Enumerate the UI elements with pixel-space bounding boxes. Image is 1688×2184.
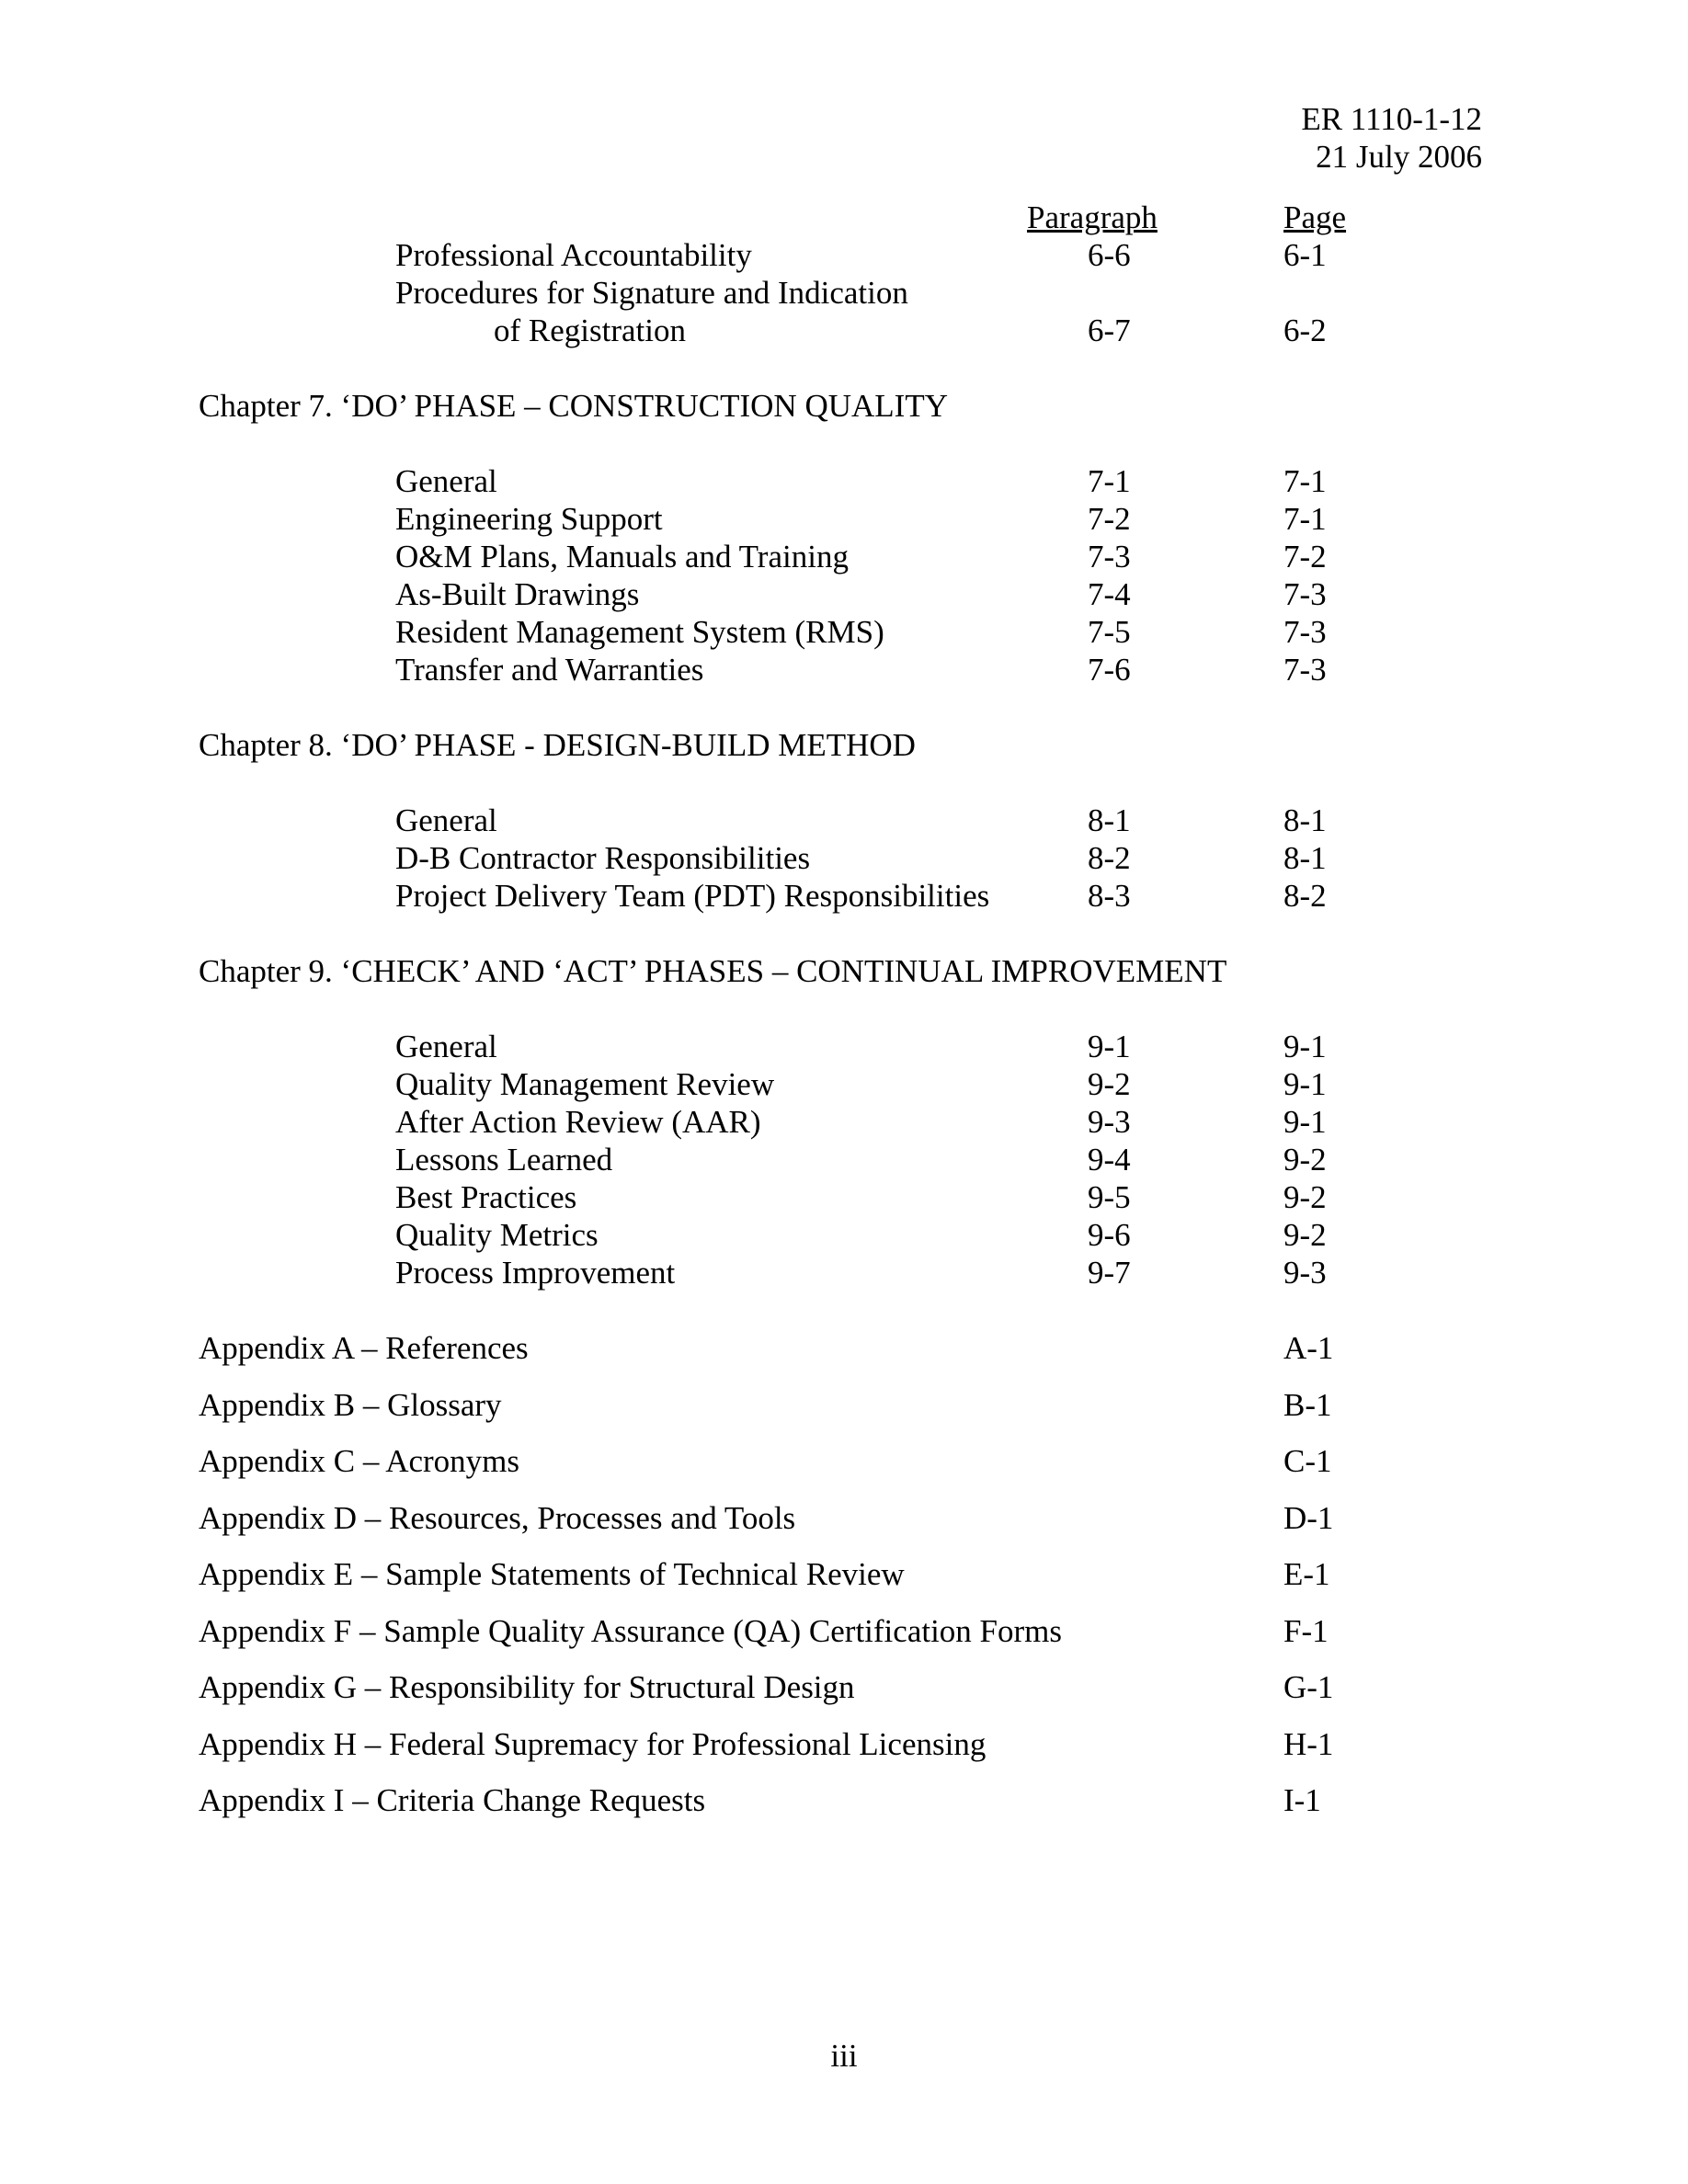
chapter-8-heading: Chapter 8. ‘DO’ PHASE - DESIGN-BUILD METHOD bbox=[199, 727, 916, 763]
entry-paragraph: 7-5 bbox=[1088, 614, 1131, 650]
toc-entry bbox=[0, 1103, 1688, 1141]
entry-page: 7-3 bbox=[1283, 614, 1327, 650]
entry-title: As-Built Drawings bbox=[395, 576, 640, 612]
appendix-entry bbox=[0, 1386, 1688, 1424]
appendix-title: Appendix C – Acronyms bbox=[199, 1443, 520, 1479]
document-number: ER 1110-1-12 bbox=[1301, 101, 1482, 137]
entry-title: General bbox=[395, 1029, 497, 1064]
appendix-entry bbox=[0, 1725, 1688, 1763]
paragraph-column-heading: Paragraph bbox=[1027, 199, 1158, 235]
entry-paragraph: 7-1 bbox=[1088, 463, 1131, 499]
entry-paragraph: 7-2 bbox=[1088, 501, 1131, 537]
entry-paragraph: 7-4 bbox=[1088, 576, 1131, 612]
toc-entry-line1 bbox=[0, 274, 1688, 312]
entry-page: 8-1 bbox=[1283, 840, 1327, 876]
appendix-page: E-1 bbox=[1283, 1556, 1330, 1592]
chapter-7-heading: Chapter 7. ‘DO’ PHASE – CONSTRUCTION QUALITY bbox=[199, 388, 948, 424]
appendix-entry bbox=[0, 1329, 1688, 1367]
appendix-title: Appendix B – Glossary bbox=[199, 1387, 502, 1423]
entry-paragraph: 7-6 bbox=[1088, 652, 1131, 688]
chapter-9-heading: Chapter 9. ‘CHECK’ AND ‘ACT’ PHASES – CONTINUAL IMPROVEMENT bbox=[199, 953, 1227, 989]
appendix-entry bbox=[0, 1612, 1688, 1650]
appendix-page: D-1 bbox=[1283, 1500, 1334, 1536]
toc-entry bbox=[0, 1216, 1688, 1254]
toc-entry bbox=[0, 877, 1688, 915]
toc-entry bbox=[0, 538, 1688, 575]
toc-entry bbox=[0, 839, 1688, 877]
entry-paragraph: 9-3 bbox=[1088, 1104, 1131, 1140]
entry-page: 7-3 bbox=[1283, 652, 1327, 688]
entry-title: Best Practices bbox=[395, 1179, 577, 1215]
entry-title: Lessons Learned bbox=[395, 1142, 613, 1177]
entry-page: 9-1 bbox=[1283, 1104, 1327, 1140]
chapter-heading bbox=[0, 952, 1688, 990]
document-header bbox=[1301, 100, 1482, 176]
entry-page: 9-1 bbox=[1283, 1029, 1327, 1064]
entry-paragraph: 8-2 bbox=[1088, 840, 1131, 876]
entry-paragraph: 9-6 bbox=[1088, 1217, 1131, 1253]
entry-page: 9-2 bbox=[1283, 1142, 1327, 1177]
toc-entry bbox=[0, 1141, 1688, 1178]
appendix-page: B-1 bbox=[1283, 1387, 1332, 1423]
entry-page: 9-2 bbox=[1283, 1217, 1327, 1253]
appendix-title: Appendix E – Sample Statements of Technical Review bbox=[199, 1556, 905, 1592]
appendix-title: Appendix F – Sample Quality Assurance (QA) Certification Forms bbox=[199, 1613, 1063, 1649]
document-date: 21 July 2006 bbox=[1316, 139, 1482, 175]
toc-entry bbox=[0, 613, 1688, 651]
entry-title: Procedures for Signature and Indication bbox=[395, 275, 908, 311]
appendix-entry bbox=[0, 1668, 1688, 1706]
appendix-title: Appendix A – References bbox=[199, 1330, 529, 1366]
appendix-page: A-1 bbox=[1283, 1330, 1334, 1366]
toc-entry bbox=[0, 1065, 1688, 1103]
chapter-heading bbox=[0, 387, 1688, 425]
entry-title: Resident Management System (RMS) bbox=[395, 614, 884, 650]
page-column-heading: Page bbox=[1283, 199, 1347, 235]
entry-paragraph: 9-7 bbox=[1088, 1255, 1131, 1291]
entry-paragraph: 8-1 bbox=[1088, 802, 1131, 838]
entry-paragraph: 6-6 bbox=[1088, 237, 1131, 273]
page-number: iii bbox=[830, 2038, 858, 2074]
appendix-entry bbox=[0, 1442, 1688, 1480]
entry-page: 7-3 bbox=[1283, 576, 1327, 612]
appendix-entry bbox=[0, 1555, 1688, 1593]
toc-entry bbox=[0, 1254, 1688, 1291]
entry-paragraph: 7-3 bbox=[1088, 539, 1131, 574]
entry-paragraph: 9-1 bbox=[1088, 1029, 1131, 1064]
toc-entry bbox=[0, 1028, 1688, 1065]
entry-page: 9-1 bbox=[1283, 1066, 1327, 1102]
appendix-page: I-1 bbox=[1283, 1782, 1321, 1818]
toc-entry bbox=[0, 1178, 1688, 1216]
entry-page: 6-2 bbox=[1283, 313, 1327, 348]
appendix-page: G-1 bbox=[1283, 1669, 1334, 1705]
entry-page: 7-1 bbox=[1283, 501, 1327, 537]
entry-title: General bbox=[395, 802, 497, 838]
appendix-page: C-1 bbox=[1283, 1443, 1332, 1479]
entry-page: 7-1 bbox=[1283, 463, 1327, 499]
appendix-entry bbox=[0, 1781, 1688, 1819]
toc-entry bbox=[0, 651, 1688, 688]
chapter-heading bbox=[0, 726, 1688, 764]
toc-entry bbox=[0, 575, 1688, 613]
entry-title: Engineering Support bbox=[395, 501, 663, 537]
entry-title-continued: of Registration bbox=[494, 313, 686, 348]
entry-page: 7-2 bbox=[1283, 539, 1327, 574]
entry-title: O&M Plans, Manuals and Training bbox=[395, 539, 849, 574]
entry-title: Process Improvement bbox=[395, 1255, 676, 1291]
entry-page: 9-3 bbox=[1283, 1255, 1327, 1291]
appendix-page: H-1 bbox=[1283, 1726, 1334, 1762]
entry-title: General bbox=[395, 463, 497, 499]
appendix-title: Appendix D – Resources, Processes and Tools bbox=[199, 1500, 796, 1536]
entry-page: 6-1 bbox=[1283, 237, 1327, 273]
entry-title: Transfer and Warranties bbox=[395, 652, 704, 688]
toc-entry-line2 bbox=[0, 312, 1688, 349]
entry-page: 8-1 bbox=[1283, 802, 1327, 838]
toc-entry bbox=[0, 500, 1688, 538]
toc-entry bbox=[0, 236, 1688, 274]
appendix-page: F-1 bbox=[1283, 1613, 1329, 1649]
entry-paragraph: 9-5 bbox=[1088, 1179, 1131, 1215]
entry-title: Project Delivery Team (PDT) Responsibilities bbox=[395, 878, 990, 914]
entry-paragraph: 9-4 bbox=[1088, 1142, 1131, 1177]
entry-paragraph: 8-3 bbox=[1088, 878, 1131, 914]
entry-title: After Action Review (AAR) bbox=[395, 1104, 761, 1140]
toc-entry bbox=[0, 802, 1688, 839]
entry-page: 9-2 bbox=[1283, 1179, 1327, 1215]
entry-title: Professional Accountability bbox=[395, 237, 752, 273]
entry-title: Quality Metrics bbox=[395, 1217, 599, 1253]
entry-page: 8-2 bbox=[1283, 878, 1327, 914]
toc-entry bbox=[0, 462, 1688, 500]
appendix-title: Appendix H – Federal Supremacy for Professional Licensing bbox=[199, 1726, 987, 1762]
appendix-title: Appendix G – Responsibility for Structural Design bbox=[199, 1669, 855, 1705]
entry-paragraph: 9-2 bbox=[1088, 1066, 1131, 1102]
appendix-entry bbox=[0, 1499, 1688, 1537]
appendix-title: Appendix I – Criteria Change Requests bbox=[199, 1782, 706, 1818]
entry-paragraph: 6-7 bbox=[1088, 313, 1131, 348]
entry-title: Quality Management Review bbox=[395, 1066, 775, 1102]
entry-title: D-B Contractor Responsibilities bbox=[395, 840, 811, 876]
